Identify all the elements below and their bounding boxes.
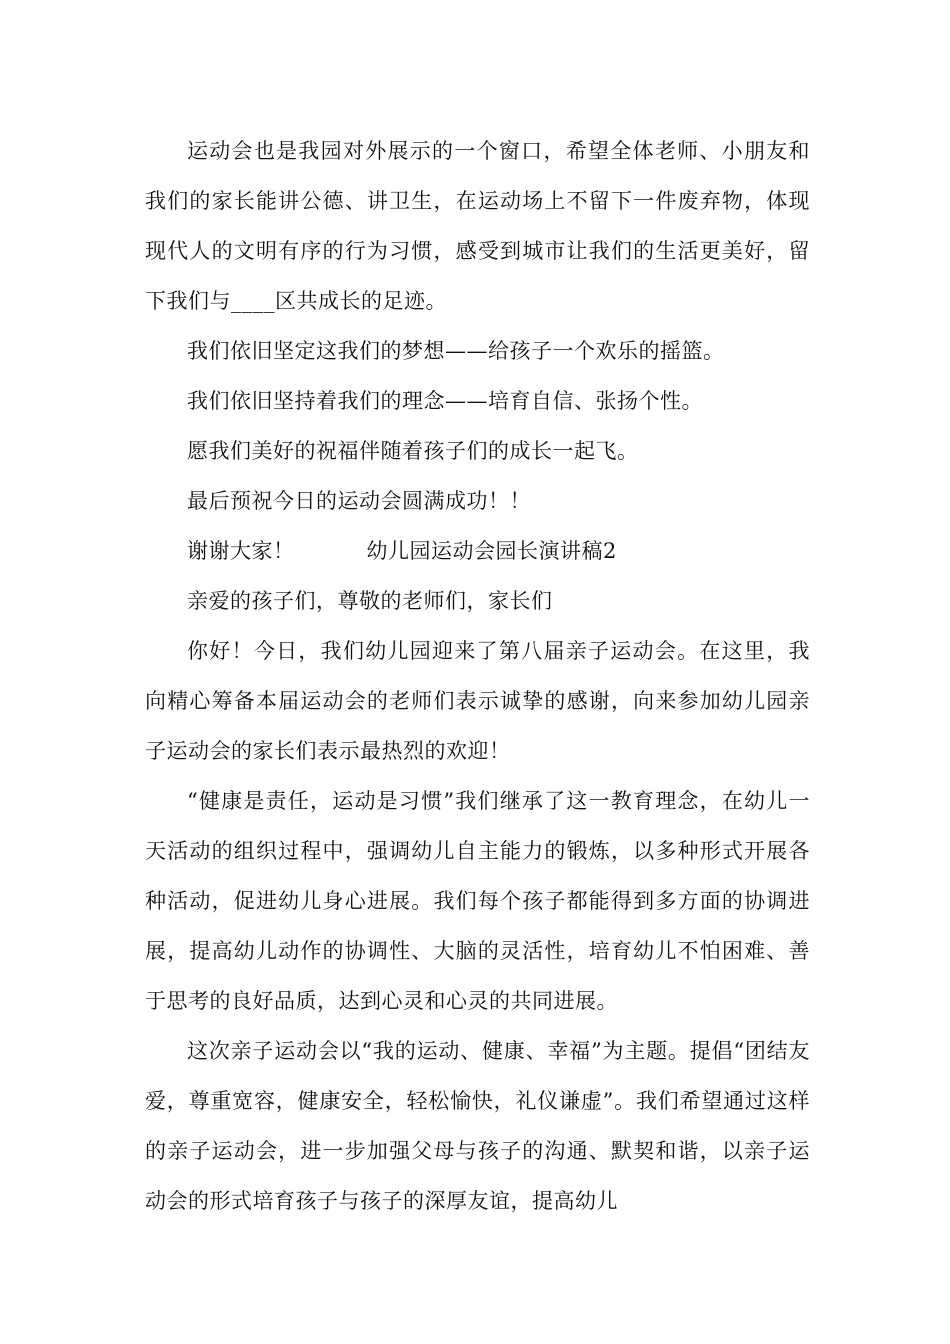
paragraph-blessing: 愿我们美好的祝福伴随着孩子们的成长一起飞。 [187,439,639,463]
speech-heading: 幼儿园运动会园长演讲稿2 [366,539,617,563]
paragraph-theme: 这次亲子运动会以“我的运动、健康、幸福”为主题。提倡“团结友爱，尊重宽容，健康安全，轻松愉快，礼仪谦虚”。我们希望通过这样的亲子运动会，进一步加强父母与孩子的沟通、默契和谐，以亲子运动会的形式培育孩子与孩子的深厚友谊，提高幼儿 [145,1039,810,1213]
paragraph-exhibition-window: 运动会也是我园对外展示的一个窗口，希望全体老师、小朋友和我们的家长能讲公德、讲卫生，在运动场上不留下一件废弃物，体现现代人的文明有序的行为习惯，感受到城市让我们的生活更美好，留下我们与____区共成长的足迹。 [145,139,810,313]
paragraph-education-concept: “健康是责任，运动是习惯”我们继承了这一教育理念，在幼儿一天活动的组织过程中，强调幼儿自主能力的锻炼，以多种形式开展各种活动，促进幼儿身心进展。我们每个孩子都能得到多方面的协调进展，提高幼儿动作的协调性、大脑的灵活性，培育幼儿不怕困难、善于思考的良好品质，达到心灵和心灵的共同进展。 [145,789,810,1013]
paragraph-greeting: 亲爱的孩子们，尊敬的老师们，家长们 [187,589,553,613]
paragraph-wish-success: 最后预祝今日的运动会圆满成功！！ [187,489,531,513]
paragraph-dream: 我们依旧坚定这我们的梦想——给孩子一个欢乐的摇篮。 [187,339,725,363]
paragraph-welcome: 你好！今日，我们幼儿园迎来了第八届亲子运动会。在这里，我向精心筹备本届运动会的老师们表示诚挚的感谢，向来参加幼儿园亲子运动会的家长们表示最热烈的欢迎！ [145,639,810,763]
document-body [145,126,810,1226]
thanks-text: 谢谢大家！ [187,539,295,563]
paragraph-concept: 我们依旧坚持着我们的理念——培育自信、张扬个性。 [187,389,703,413]
paragraph-thanks-heading [145,526,810,576]
